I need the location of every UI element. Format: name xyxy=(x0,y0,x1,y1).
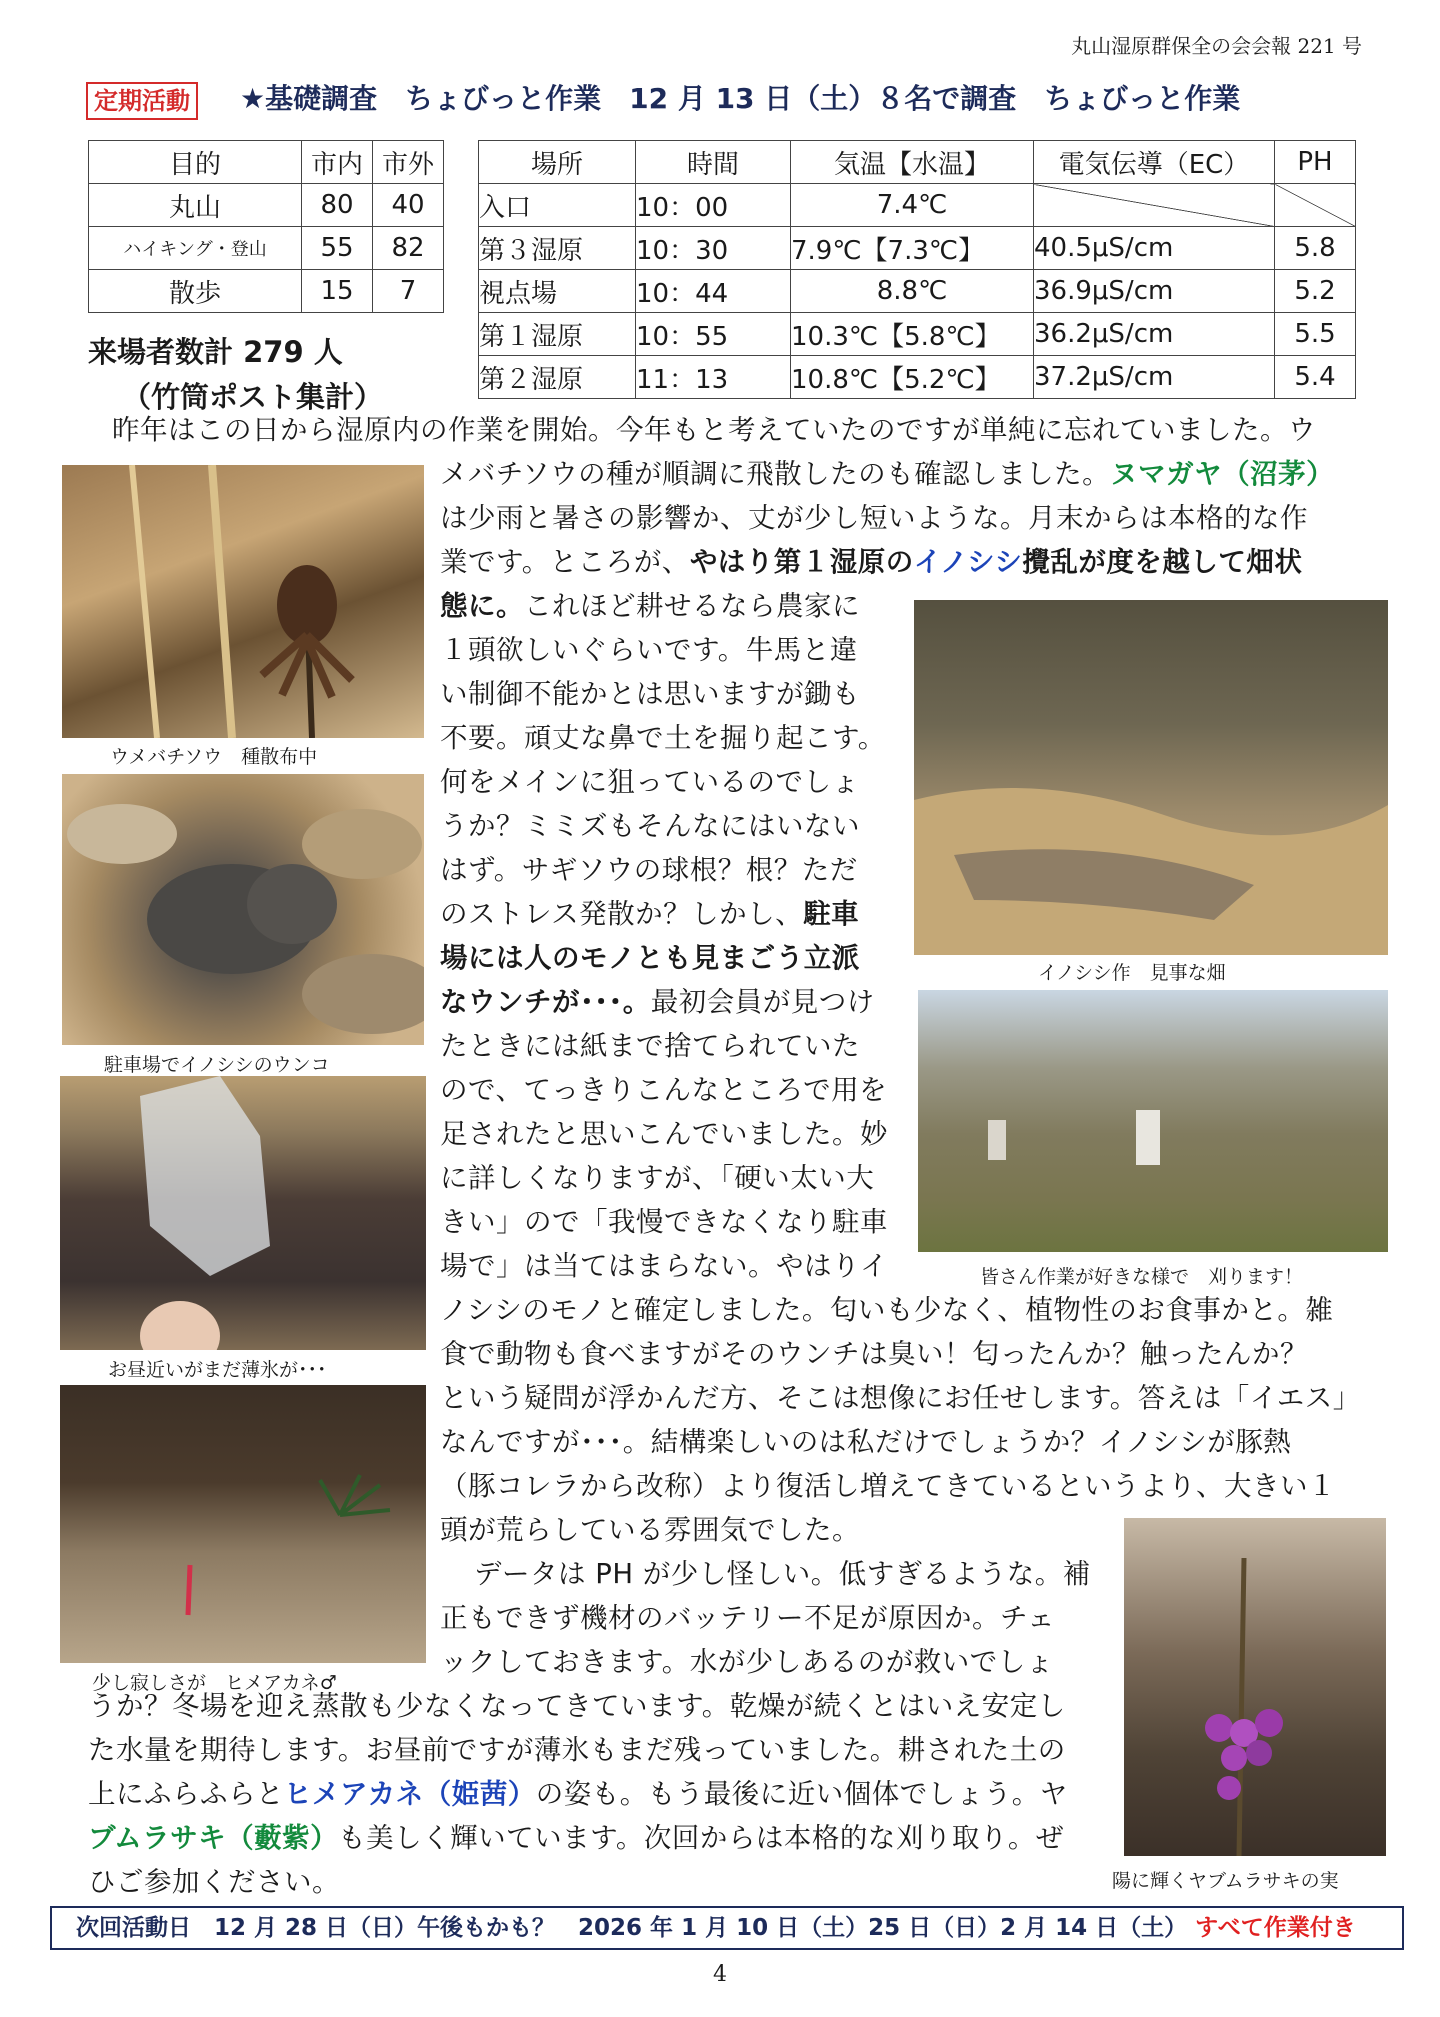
dragonfly-illustration xyxy=(60,1385,426,1663)
workers-illustration xyxy=(918,990,1388,1252)
table-cell: 丸山 xyxy=(89,184,302,227)
photo-umebachisou xyxy=(62,465,424,738)
article-line: うか？ミミズもそんなにはいない xyxy=(440,810,860,842)
article-line: 足されたと思いこんでいました。妙 xyxy=(440,1118,888,1150)
article-line: １頭欲しいぐらいです。牛馬と違 xyxy=(440,634,858,666)
table-row xyxy=(479,227,1356,270)
measurement-table xyxy=(478,140,1356,399)
article-line: 業です。ところが、やはり第１湿原のイノシシ攪乱が度を越して畑状 xyxy=(440,546,1303,578)
table-cell: 5.8 xyxy=(1275,227,1356,270)
table-row xyxy=(479,184,1356,227)
table-header: 時間 xyxy=(636,141,791,184)
caption-boar-field: イノシシ作 見事な畑 xyxy=(1038,962,1226,984)
article-line: ノシシのモノと確定しました。匂いも少なく、植物性のお食事かと。雑 xyxy=(440,1294,1334,1326)
table-cell: 80 xyxy=(302,184,373,227)
article-line: に詳しくなりますが、「硬い太い大 xyxy=(440,1162,875,1194)
table-cell: 7.9℃【7.3℃】 xyxy=(791,227,1034,270)
table-cell: ハイキング・登山 xyxy=(89,227,302,270)
article-line: 上にふらふらとヒメアカネ（姫茜）の姿も。もう最後に近い個体でしょう。ヤ xyxy=(88,1778,1068,1810)
table-header: 気温【水温】 xyxy=(791,141,1034,184)
table-cell: 第１湿原 xyxy=(479,313,636,356)
berries-illustration xyxy=(1124,1518,1386,1856)
table-header-row xyxy=(89,141,444,184)
caption-thin-ice: お昼近いがまだ薄氷が･･･ xyxy=(108,1359,327,1381)
table-header: PH xyxy=(1275,141,1356,184)
ice-illustration xyxy=(60,1076,426,1350)
table-cell: 40 xyxy=(373,184,444,227)
table-cell: 入口 xyxy=(479,184,636,227)
photo-himeakane xyxy=(60,1385,426,1663)
article-line: 正もできず機材のバッテリー不足が原因か。チェ xyxy=(440,1602,1056,1634)
article-line: （豚コレラから改称）より復活し増えてきているというより、大きい１ xyxy=(440,1470,1336,1502)
article-line: うか？冬場を迎え蒸散も少なくなってきています。乾燥が続くとはいえ安定し xyxy=(88,1690,1066,1722)
table-cell: 10：55 xyxy=(636,313,791,356)
article-line: 態に。これほど耕せるなら農家に xyxy=(440,590,860,622)
article-line: た水量を期待します。お昼前ですが薄氷もまだ残っていました。耕された土の xyxy=(88,1734,1066,1766)
caption-workers: 皆さん作業が好きな様で 刈ります！ xyxy=(980,1266,1304,1288)
visitor-note: （竹筒ポスト集計） xyxy=(122,380,384,414)
next-activity-schedule xyxy=(50,1906,1404,1950)
article-line: ブムラサキ（藪紫）も美しく輝いています。次回からは本格的な刈り取り。ぜ xyxy=(88,1822,1064,1854)
table-header: 電気伝導（EC） xyxy=(1034,141,1275,184)
headline: ★基礎調査 ちょびっと作業 12 月 13 日（土）８名で調査 ちょびっと作業 xyxy=(240,82,1241,115)
article-line: 不要。頑丈な鼻で土を掘り起こす。 xyxy=(440,722,886,754)
table-cell: 10.8℃【5.2℃】 xyxy=(791,356,1034,399)
table-cell: 5.4 xyxy=(1275,356,1356,399)
article-line: はず。サギソウの球根？根？ただ xyxy=(440,854,858,886)
field-illustration xyxy=(914,600,1388,955)
article-line: という疑問が浮かんだ方、そこは想像にお任せします。答えは「イエス」 xyxy=(440,1382,1361,1414)
table-cell: 10.3℃【5.8℃】 xyxy=(791,313,1034,356)
article-line: 場で」は当てはまらない。やはりイ xyxy=(440,1250,888,1282)
photo-yabumurasaki xyxy=(1124,1518,1386,1856)
table-cell: 40.5μS/cm xyxy=(1034,227,1275,270)
table-cell: 8.8℃ xyxy=(791,270,1034,313)
table-row xyxy=(89,184,444,227)
article-line: ックしておきます。水が少しあるのが救いでしょ xyxy=(440,1646,1054,1678)
caption-yabumurasaki: 陽に輝くヤブムラサキの実 xyxy=(1112,1870,1339,1892)
table-cell: 15 xyxy=(302,270,373,313)
table-cell: 10：30 xyxy=(636,227,791,270)
table-header: 市内 xyxy=(302,141,373,184)
table-cell: 10：00 xyxy=(636,184,791,227)
table-cell: 82 xyxy=(373,227,444,270)
table-cell: 視点場 xyxy=(479,270,636,313)
table-header: 市外 xyxy=(373,141,444,184)
activity-tag: 定期活動 xyxy=(86,82,198,120)
article-line: ひご参加ください。 xyxy=(88,1866,340,1898)
article-line: 頭が荒らしている雰囲気でした。 xyxy=(440,1514,860,1546)
table-cell: 7 xyxy=(373,270,444,313)
article-line: ので、てっきりこんなところで用を xyxy=(440,1074,888,1106)
article-line: なウンチが･･･。最初会員が見つけ xyxy=(440,986,875,1018)
article-line: のストレス発散か？しかし、駐車 xyxy=(440,898,860,930)
table-cell: 36.2μS/cm xyxy=(1034,313,1275,356)
table-cell: 第３湿原 xyxy=(479,227,636,270)
table-cell: 7.4℃ xyxy=(791,184,1034,227)
article-line: データは PH が少し怪しい。低すぎるような。補 xyxy=(474,1558,1091,1590)
schedule-note: すべて作業付き xyxy=(1195,1915,1356,1941)
table-header: 目的 xyxy=(89,141,302,184)
article-line: たときには紙まで捨てられていた xyxy=(440,1030,860,1062)
photo-boar-dung xyxy=(62,774,424,1045)
table-row xyxy=(89,227,444,270)
table-cell: 5.2 xyxy=(1275,270,1356,313)
table-cell: 散歩 xyxy=(89,270,302,313)
table-cell-empty xyxy=(1275,184,1356,227)
photo-thin-ice xyxy=(60,1076,426,1350)
photo-workers xyxy=(918,990,1388,1252)
table-cell: 10：44 xyxy=(636,270,791,313)
article-line: 何をメインに狙っているのでしょ xyxy=(440,766,860,798)
table-cell-empty xyxy=(1034,184,1275,227)
table-row xyxy=(479,270,1356,313)
schedule-dates: 次回活動日 12 月 28 日（日）午後もかも？ 2026 年 1 月 10 日（土）25 日（日）2 月 14 日（土） xyxy=(76,1915,1188,1941)
caption-boar-dung: 駐車場でイノシシのウンコ xyxy=(104,1054,330,1076)
table-cell: 55 xyxy=(302,227,373,270)
visitor-total: 来場者数計 279 人 xyxy=(88,335,343,369)
article-line: 昨年はこの日から湿原内の作業を開始。今年もと考えていたのですが単純に忘れていました。ウ xyxy=(112,414,1316,446)
table-row xyxy=(479,356,1356,399)
dung-illustration xyxy=(62,774,424,1045)
table-row xyxy=(479,313,1356,356)
umebachisou-seed-illustration xyxy=(62,465,424,738)
table-cell: 11：13 xyxy=(636,356,791,399)
photo-boar-field xyxy=(914,600,1388,955)
table-row xyxy=(89,270,444,313)
table-cell: 37.2μS/cm xyxy=(1034,356,1275,399)
table-cell: 36.9μS/cm xyxy=(1034,270,1275,313)
article-line: 食で動物も食べますがそのウンチは臭い！匂ったんか？触ったんか？ xyxy=(440,1338,1308,1370)
caption-himeakane: 少し寂しさが ヒメアカネ♂ xyxy=(92,1672,337,1694)
article-line: 場には人のモノとも見まごう立派 xyxy=(440,942,860,974)
article-line: は少雨と暑さの影響か、丈が少し短いような。月末からは本格的な作 xyxy=(440,502,1308,534)
table-cell: 5.5 xyxy=(1275,313,1356,356)
article-line: なんですが･･･。結構楽しいのは私だけでしょうか？イノシシが豚熱 xyxy=(440,1426,1292,1458)
page-number: 4 xyxy=(713,1962,727,1987)
table-cell: 第２湿原 xyxy=(479,356,636,399)
visitor-table xyxy=(88,140,444,313)
newsletter-title: 丸山湿原群保全の会会報 221 号 xyxy=(1071,34,1362,58)
caption-umebachisou: ウメバチソウ 種散布中 xyxy=(110,746,318,768)
article-line: い制御不能かとは思いますが鋤も xyxy=(440,678,860,710)
article-line: きい」ので「我慢できなくなり駐車 xyxy=(440,1206,888,1238)
table-header-row xyxy=(479,141,1356,184)
article-line: メバチソウの種が順調に飛散したのも確認しました。ヌマガヤ（沼茅） xyxy=(440,458,1335,490)
table-header: 場所 xyxy=(479,141,636,184)
